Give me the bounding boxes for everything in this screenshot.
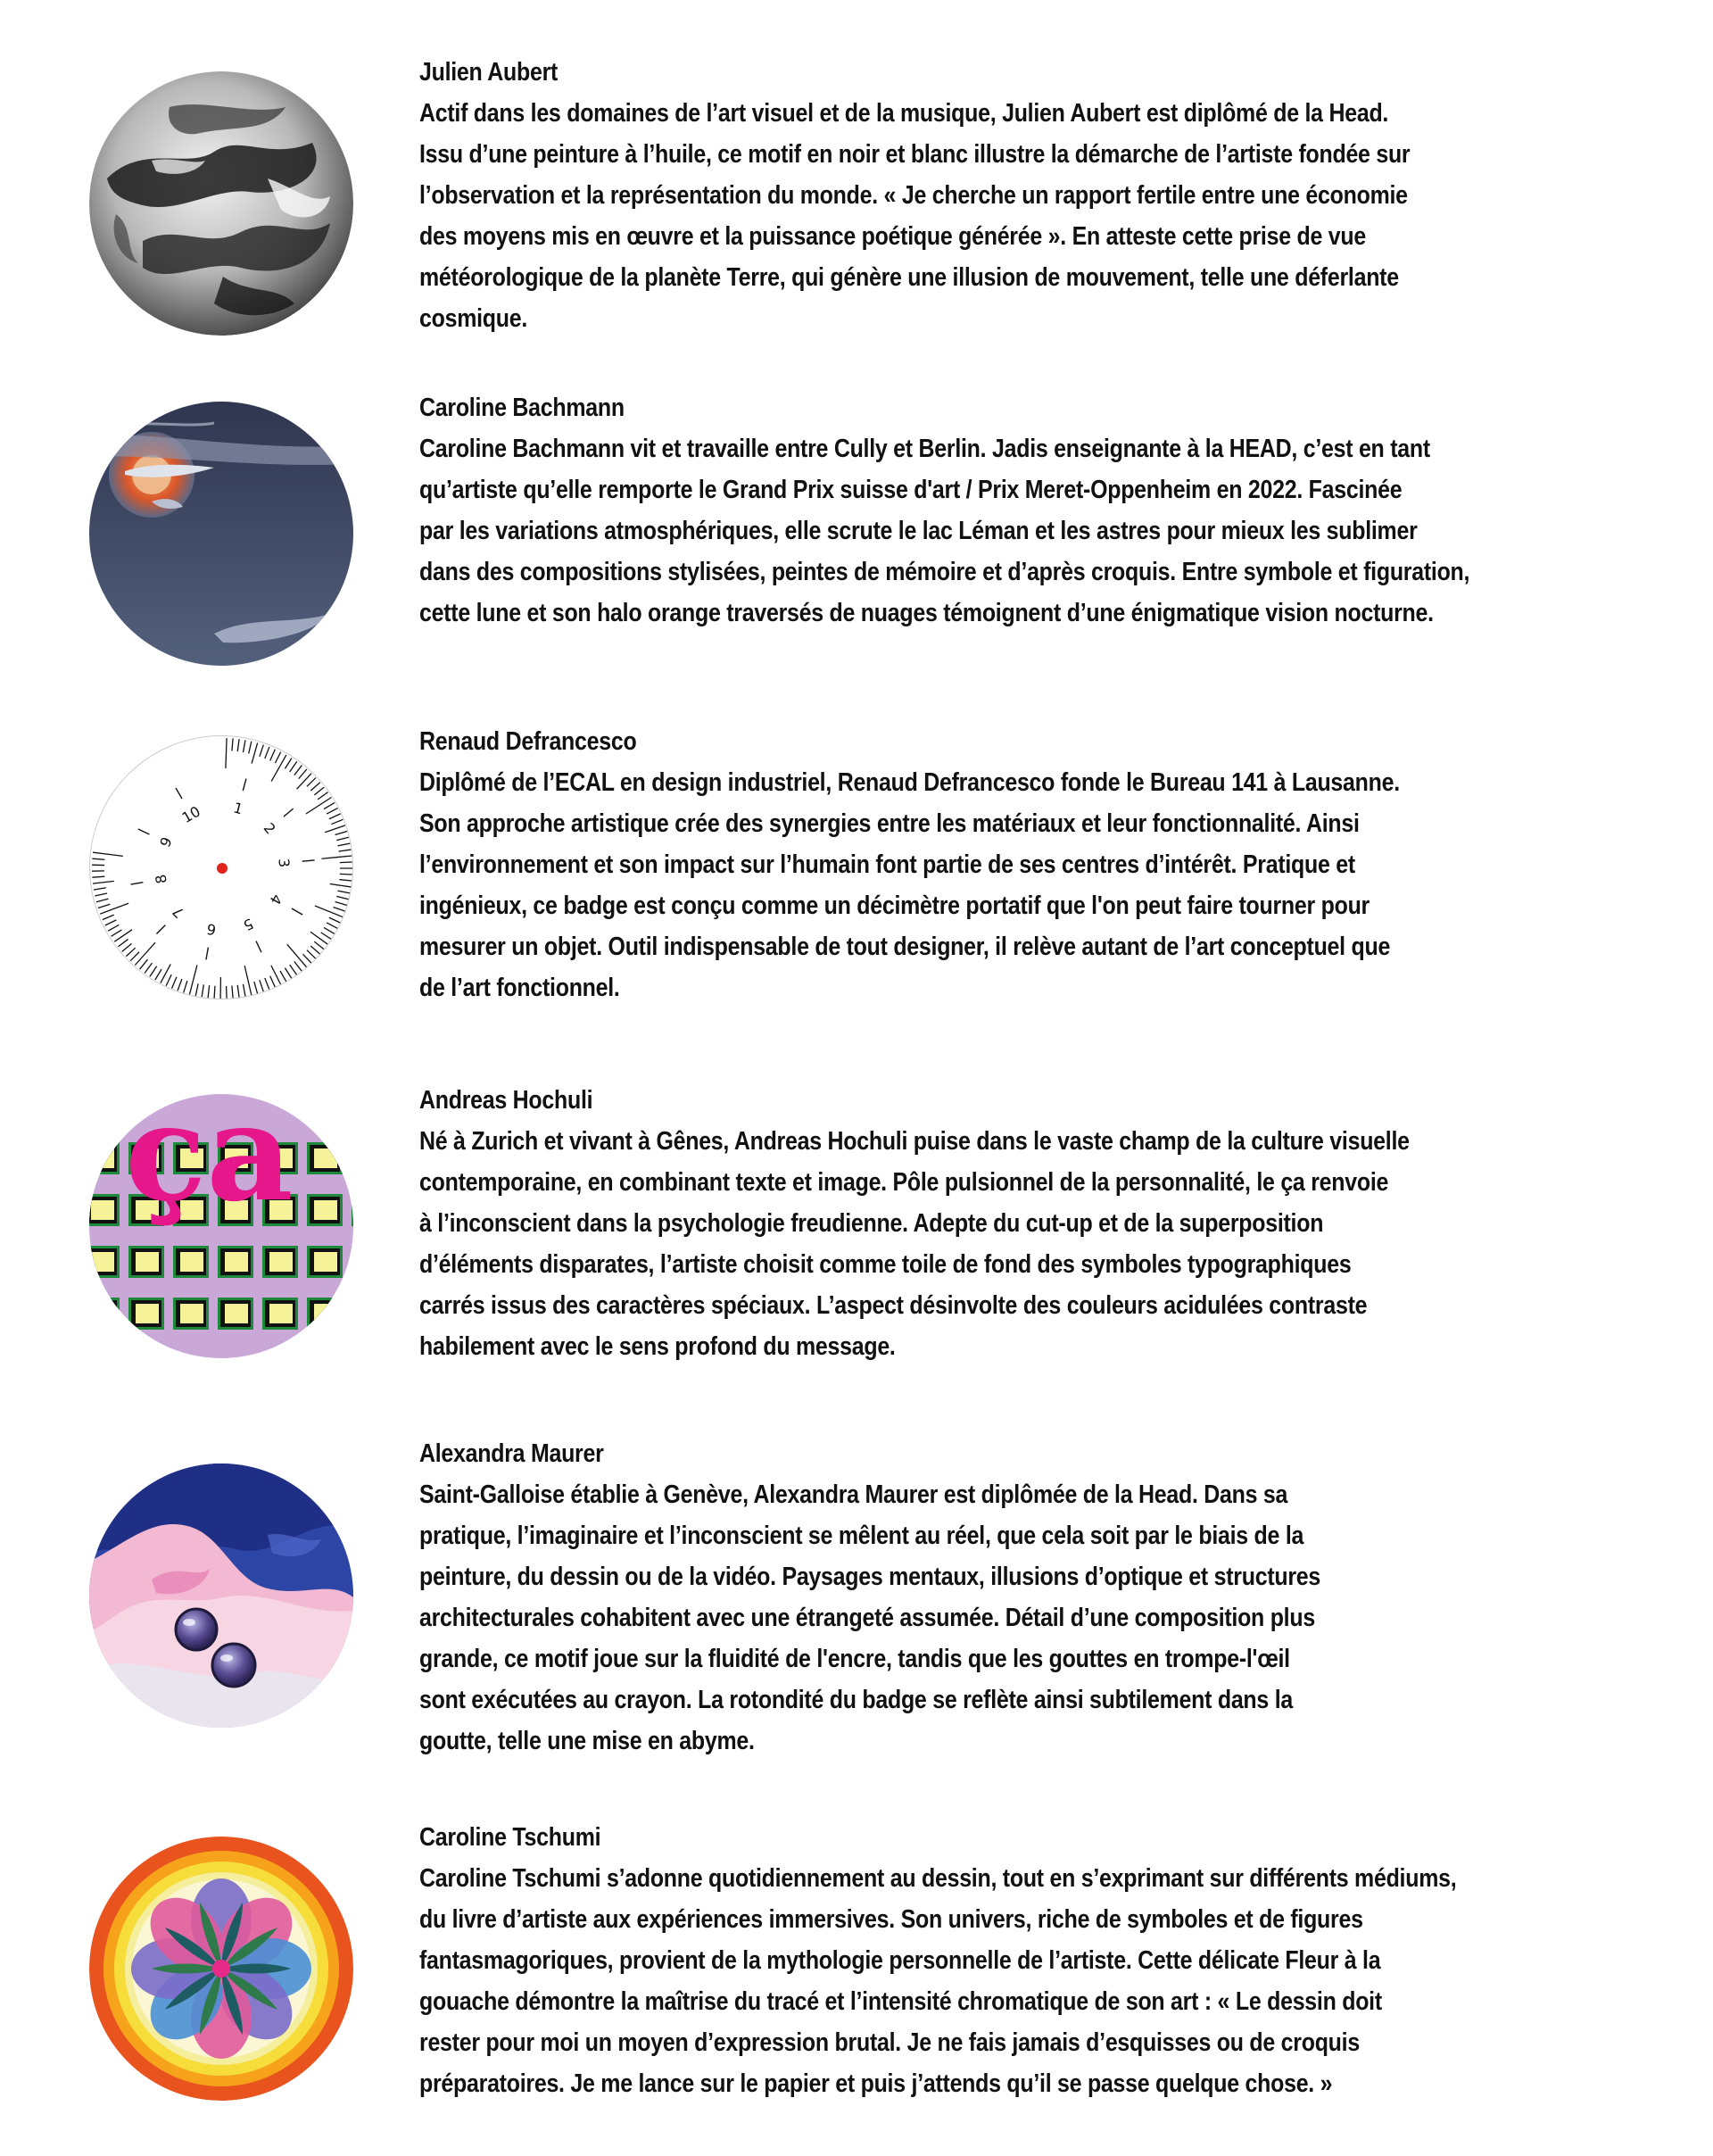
dial-tick [98, 904, 110, 908]
dial-tick [260, 980, 263, 991]
dial-tick [189, 965, 197, 994]
dial-tick [324, 802, 335, 808]
moon-badge-art [89, 402, 353, 666]
dial-tick [340, 862, 352, 863]
dial-tick [94, 888, 106, 890]
dial-number: 9 [156, 833, 176, 850]
bio-line: grande, ce motif joue sur la fluidité de l'encre, tandis que les gouttes en trompe-l'œil [419, 1645, 1290, 1673]
dial-tick [166, 974, 171, 986]
dial-tick [284, 808, 294, 817]
dial-tick [208, 985, 210, 998]
dial-tick [297, 774, 311, 789]
bio-line: Actif dans les domaines de l’art visuel et de la musique, Julien Aubert est diplômé de la Head. [419, 99, 1389, 128]
earth-badge-image [89, 71, 353, 336]
dial-tick [299, 769, 307, 779]
dial-tick [329, 814, 341, 819]
square-fill [314, 1148, 337, 1168]
square-fill [269, 1304, 293, 1323]
dial-tick [339, 880, 352, 881]
earth-badge-art [89, 71, 353, 336]
bio-line: peinture, du dessin ou de la vidéo. Paysages mentaux, illusions d’optique et structures [419, 1563, 1321, 1591]
dial-tick [292, 908, 302, 915]
square-fill [180, 1304, 203, 1323]
dial-tick [290, 965, 297, 974]
ca-badge-image [89, 1094, 353, 1358]
dial-tick [310, 783, 320, 791]
artist-name: Caroline Tschumi [419, 1823, 601, 1852]
square-outline [89, 1300, 117, 1327]
dial-tick [265, 978, 269, 990]
dial-tick [155, 969, 161, 980]
dial-tick [302, 954, 311, 963]
dial-tick [318, 792, 327, 800]
dial-tick [96, 899, 109, 902]
square-shadow [352, 1246, 353, 1278]
dial-tick [321, 933, 332, 940]
dial-tick [95, 893, 107, 896]
dial-number: 8 [152, 873, 170, 885]
bio-line: pratique, l’imaginaire et l’inconscient se mêlent au réel, que cela soit par le biais de la [419, 1522, 1304, 1550]
bio-line: sont exécutées au crayon. La rotondité du badge se reflète ainsi subtilement dans la [419, 1686, 1293, 1714]
dial-tick [100, 903, 128, 914]
dial-tick [184, 981, 187, 992]
flower-badge-art [89, 1837, 353, 2101]
square-fill [314, 1304, 337, 1323]
dial-tick [307, 950, 316, 959]
square-fill [136, 1252, 159, 1272]
bio-line: cette lune et son halo orange traversés de nuages témoignent d’une énigmatique vision nocturne. [419, 599, 1434, 627]
dial-tick [254, 982, 258, 993]
dial-tick [126, 948, 135, 956]
dial-tick [260, 745, 263, 757]
moon-badge-image [89, 402, 353, 666]
bio-line: de l’art fonctionnel. [419, 974, 620, 1002]
dial-tick [118, 939, 128, 946]
ca-badge-art [89, 1094, 353, 1358]
dial-tick [130, 952, 139, 961]
square-fill [91, 1304, 114, 1323]
dial-tick [237, 739, 239, 751]
bio-line: Saint-Galloise établie à Genève, Alexandra Maurer est diplômée de la Head. Dans sa [419, 1480, 1288, 1509]
dial-tick [314, 787, 324, 795]
square-shadow [352, 1194, 353, 1226]
dial-tick [237, 985, 239, 998]
dial-tick [329, 917, 341, 923]
dial-tick [335, 832, 347, 835]
flower-badge-image [89, 1837, 353, 2101]
bio-line: à l’inconscient dans la psychologie freudienne. Adepte du cut-up et de la superposition [419, 1209, 1324, 1238]
bio-line: Né à Zurich et vivant à Gênes, Andreas Hochuli puise dans le vaste champ de la culture visuelle [419, 1127, 1410, 1156]
dial-number: 3 [275, 858, 294, 868]
bio-line: qu’artiste qu’elle remporte le Grand Prix suisse d'art / Prix Meret-Oppenheim en 2022. Fascinée [419, 476, 1403, 504]
artist-name: Julien Aubert [419, 58, 559, 87]
dial-tick [244, 966, 252, 995]
dial-tick [172, 977, 177, 989]
dial-tick [294, 766, 302, 775]
dial-tick [336, 896, 349, 899]
square-fill [180, 1252, 203, 1272]
dial-tick [270, 750, 276, 761]
dial-tick [307, 778, 316, 787]
dial-tick [105, 920, 117, 925]
dial-tick [331, 819, 343, 824]
dial-tick [285, 968, 291, 979]
dial-tick [334, 908, 345, 912]
dial-number: 5 [240, 915, 257, 934]
dial-tick [330, 884, 352, 887]
square-fill [136, 1304, 159, 1323]
bio-line: dans des compositions stylisées, peintes de mémoire et d’après croquis. Entre symbole et figuration, [419, 558, 1470, 586]
dial-tick [339, 850, 352, 851]
dial-tick [140, 959, 148, 969]
bio-line: Son approche artistique crée des synergies entre les matériaux et leur fonctionnalité. Ainsi [419, 809, 1360, 838]
dial-tick [302, 860, 315, 861]
dial-tick [93, 881, 114, 883]
artist-name: Caroline Bachmann [419, 394, 625, 422]
dial-tick [325, 825, 345, 833]
ink-badge-art [89, 1464, 353, 1728]
dial-tick [270, 976, 276, 988]
dial-tick [324, 927, 335, 933]
bio-line: Issu d’une peinture à l’huile, ce motif en noir et blanc illustre la démarche de l’artiste fondée sur [419, 140, 1411, 169]
bio-line: habilement avec le sens profond du message. [419, 1332, 896, 1361]
bio-line: des moyens mis en œuvre et la puissance poétique générée ». En atteste cette prise de vue [419, 222, 1366, 251]
dial-tick [150, 966, 157, 977]
dial-tick [103, 915, 114, 920]
dial-tick [122, 943, 132, 951]
dial-tick [108, 925, 119, 931]
dial-tick [214, 986, 215, 999]
dial-tick [93, 852, 123, 856]
dial-tick [314, 941, 324, 949]
bio-line: Diplômé de l’ECAL en design industriel, Renaud Defrancesco fonde le Bureau 141 à Lausanne. [419, 768, 1400, 797]
dial-tick [315, 906, 343, 917]
bio-line: d’éléments disparates, l’artiste choisit comme toile de fond des symboles typographiques [419, 1250, 1352, 1279]
dial-tick [335, 901, 347, 905]
bio-line: gouache démontre la maîtrise du tracé et l’intensité chromatique de son art : « Le dessin doit [419, 1987, 1382, 2016]
square-fill [269, 1252, 293, 1272]
square-fill [91, 1148, 114, 1168]
dial-tick [131, 883, 144, 884]
artist-name: Andreas Hochuli [419, 1086, 593, 1115]
bio-line: rester pour moi un moyen d’expression brutal. Je ne fais jamais d’esquisses ou de croquis [419, 2028, 1360, 2057]
artist-name: Renaud Defrancesco [419, 727, 637, 756]
dial-tick [249, 742, 252, 754]
bio-line: mesurer un objet. Outil indispensable de tout designer, il relève autant de l’art conceptuel que [419, 933, 1391, 961]
dial-tick [310, 946, 320, 954]
dial-tick [275, 752, 280, 764]
dial-number: 1 [231, 799, 245, 818]
bio-line: cosmique. [419, 304, 528, 333]
bio-line: Caroline Tschumi s’adonne quotidiennement au dessin, tout en s’exprimant sur différents médiums, [419, 1864, 1457, 1893]
bio-line: contemporaine, en combinant texte et image. Pôle pulsionnel de la personnalité, le ça renvoie [419, 1168, 1389, 1197]
dial-tick [294, 961, 302, 971]
dial-tick [338, 843, 351, 846]
bio-line: préparatoires. Je me lance sur le papier et puis j’attends qu’il se passe quelque chose. » [419, 2069, 1333, 2098]
dial-tick [243, 779, 246, 792]
bio-line: carrés issus des caractères spéciaux. L’aspect désinvolte des couleurs acidulées contraste [419, 1291, 1368, 1320]
square-fill [225, 1252, 248, 1272]
bio-line: l’environnement et son impact sur l’humain font partie de ses centres d’intérêt. Pratique et [419, 850, 1355, 879]
dial-tick [226, 738, 227, 768]
dial-number: 4 [266, 891, 286, 908]
ink-badge-image [89, 1464, 353, 1728]
dial-tick [145, 963, 152, 973]
dial-tick [310, 932, 327, 944]
dial-tick [92, 876, 104, 877]
dial-number: 7 [169, 902, 188, 922]
dial-tick [206, 948, 208, 960]
ruler-badge-art [90, 736, 353, 999]
dial-tick [271, 755, 286, 782]
dial-tick [265, 747, 269, 759]
dial-tick [92, 858, 104, 859]
dial-tick [306, 797, 332, 814]
dial-number: 6 [205, 920, 218, 939]
bio-line: météorologique de la planète Terre, qui génère une illusion de mouvement, telle une déferlante [419, 263, 1399, 292]
dial-tick [336, 837, 349, 840]
dial-tick [176, 788, 182, 799]
center-dot [217, 863, 228, 874]
square-shadow [352, 1298, 353, 1330]
square-fill [225, 1304, 248, 1323]
ruler-badge-image [89, 735, 353, 999]
dial-tick [232, 739, 233, 751]
bio-line: Caroline Bachmann vit et travaille entre Cully et Berlin. Jadis enseignante à la HEAD, c’est en tant [419, 435, 1430, 463]
dial-tick [285, 759, 291, 769]
bio-line: architecturales cohabitent avec une étrangeté assumée. Détail d’une composition plus [419, 1604, 1315, 1632]
dial-tick [321, 856, 352, 858]
dial-tick [327, 808, 337, 814]
dial-tick [327, 923, 337, 928]
dial-tick [243, 984, 244, 997]
ca-badge-text: ça [125, 1094, 294, 1231]
dial-tick [156, 925, 165, 934]
bio-line: l’observation et la représentation du monde. « Je cherche un rapport fertile entre une économie [419, 181, 1408, 210]
dial-number: 2 [260, 819, 279, 838]
dial-number: 10 [178, 802, 203, 827]
square-fill [91, 1200, 114, 1220]
artist-name: Alexandra Maurer [419, 1439, 604, 1468]
square-fill [314, 1200, 337, 1220]
dial-tick [114, 930, 132, 942]
dial-tick [232, 986, 233, 999]
bio-line: du livre d’artiste aux expériences immersives. Son univers, riche de symboles et de figures [419, 1905, 1363, 1934]
dial-tick [178, 979, 182, 991]
dial-tick [338, 891, 351, 893]
dial-tick [256, 941, 261, 953]
dial-tick [138, 829, 150, 834]
dial-tick [290, 761, 297, 771]
bio-line: ingénieux, ce badge est conçu comme un décimètre portatif que l'on peut faire tourner pour [419, 891, 1370, 920]
dial-tick [243, 740, 244, 752]
bio-line: par les variations atmosphériques, elle scrute le lac Léman et les astres pour mieux les sublimer [419, 517, 1418, 545]
dial-tick [202, 984, 203, 997]
square-fill [314, 1252, 337, 1272]
bio-line: fantasmagoriques, provient de la mythologie personnelle de l’artiste. Cette délicate Fleur à la [419, 1946, 1381, 1975]
dial-tick [280, 971, 286, 982]
dial-tick [195, 983, 198, 996]
square-shadow [352, 1142, 353, 1174]
square-fill [91, 1252, 114, 1272]
dial-tick [112, 930, 122, 936]
dial-tick [252, 742, 258, 763]
bio-line: goutte, telle une mise en abyme. [419, 1727, 755, 1755]
dial-tick [340, 874, 352, 875]
